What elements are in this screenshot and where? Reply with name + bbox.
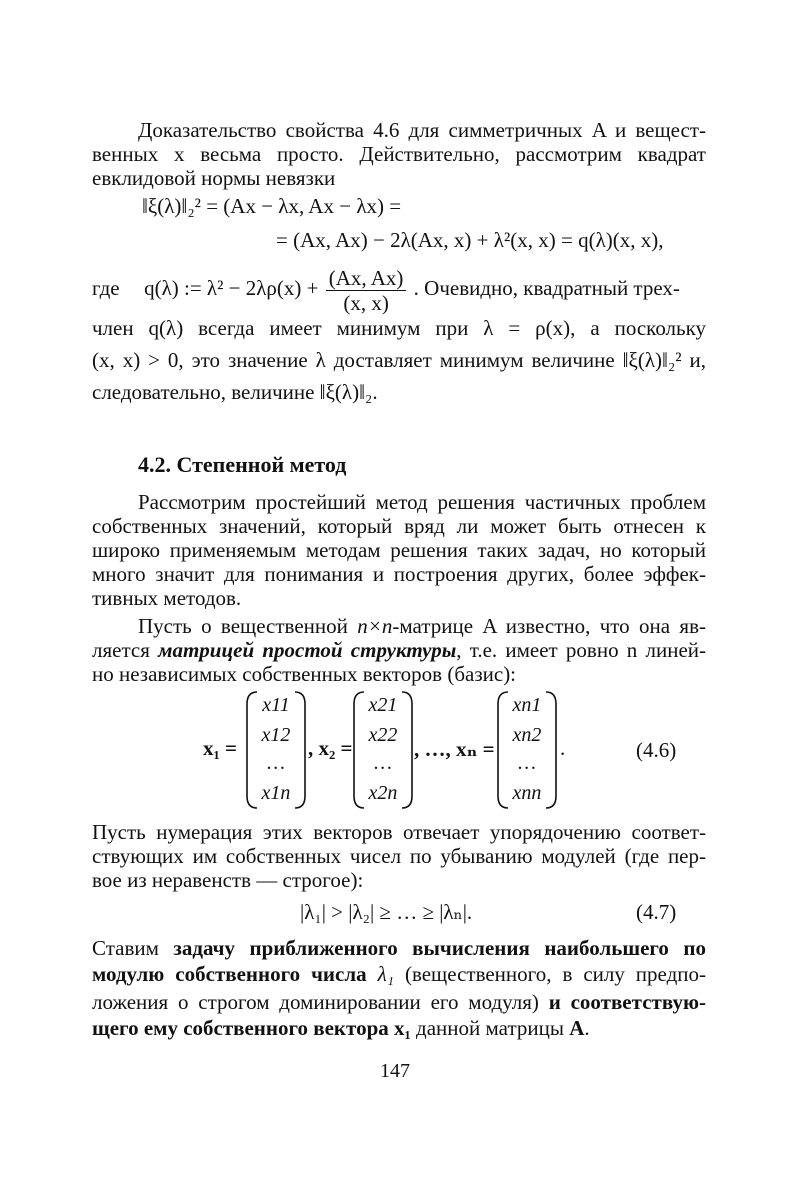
vector-x1-entry-1: x11 xyxy=(262,694,290,716)
vector-x1-entry-4: x1n xyxy=(261,782,291,804)
para1-line3: евклидовой нормы невязки xyxy=(92,166,336,190)
vector-x1-entry-3: … xyxy=(267,752,285,774)
para4-line1-tail: -матрице A известно, что она яв- xyxy=(392,614,706,638)
vector-x2-entry-4: x2n xyxy=(368,782,398,804)
para3-line2: собственных значений, который вряд ли может быть отнесен к xyxy=(92,514,706,538)
vector-x1-entry-2: x12 xyxy=(261,724,291,746)
term-simple-structure: матрицей простой структуры xyxy=(158,638,457,662)
vector-x1-symbol: x₁ xyxy=(394,1016,411,1040)
where-word: где xyxy=(92,276,120,300)
para5-line3: вое из неравенств — строгое): xyxy=(92,868,364,892)
para5-line1: Пусть нумерация этих векторов отвечает упорядочению соответ- xyxy=(92,820,706,844)
para6-line1 xyxy=(92,936,706,960)
para6-line3-bold: и соответствую- xyxy=(548,990,706,1014)
para6-line3-text: ложения о строгом доминировании его модуля) xyxy=(92,990,549,1014)
vector-x2-entry-2: x22 xyxy=(368,724,398,746)
fraction-denominator: (x, x) xyxy=(343,290,389,315)
section-heading: 4.2. Степенной метод xyxy=(138,452,347,477)
vector-x2-entry-3: … xyxy=(374,752,392,774)
q-definition: q(λ) := λ² − 2λρ(x) + xyxy=(144,276,319,300)
vector-xn-label: , …, xₙ = xyxy=(414,737,495,761)
para4-line1-text: Пусть о вещественной xyxy=(138,614,358,638)
para3-line1: Рассмотрим простейший метод решения частичных проблем xyxy=(138,490,706,514)
rayleigh-fraction xyxy=(326,266,407,315)
equation-number-4-6: (4.6) xyxy=(636,738,677,762)
para6-line2-tail: (вещественного, в силу предпо- xyxy=(394,962,707,986)
inequality-4-7: |λ₁| > |λ₂| ≥ … ≥ |λₙ|. xyxy=(300,900,473,924)
para2-line3: (x, x) > 0, это значение λ доставляет минимум величине ‖ξ(λ)‖₂² и, xyxy=(92,348,706,372)
para6-line4-text: данной матрицы xyxy=(410,1016,570,1040)
para6-line4-end: . xyxy=(584,1016,590,1040)
para1-line1: Доказательство свойства 4.6 для симметричных A и вещест- xyxy=(138,118,706,142)
para6-line4-bold: щего ему собственного вектора xyxy=(92,1016,394,1040)
para2-line2: член q(λ) всегда имеет минимум при λ = ρ(x), а поскольку xyxy=(92,316,706,340)
page-number: 147 xyxy=(380,1060,410,1082)
para1-line2: венных x весьма просто. Действительно, рассмотрим квадрат xyxy=(92,142,706,166)
vector-x1-label: x₁ = xyxy=(203,736,238,760)
para4-line1 xyxy=(138,614,706,638)
para2-line4: следовательно, величине ‖ξ(λ)‖₂. xyxy=(92,380,378,404)
vector-equation-end: . xyxy=(560,736,566,760)
vector-xn-entry-2: xn2 xyxy=(512,724,542,746)
para2-after-fraction: . Очевидно, квадратный трех- xyxy=(413,276,680,300)
norm-equation-line2: = (Ax, Ax) − 2λ(Ax, x) + λ²(x, x) = q(λ)(x, x), xyxy=(276,228,664,252)
para3-line5: тивных методов. xyxy=(92,586,242,610)
vector-x2-entry-1: x21 xyxy=(368,694,398,716)
para4-line2-tail: , т.е. имеет ровно n линей- xyxy=(456,638,706,662)
lambda-1: λ₁ xyxy=(377,962,394,986)
para6-line1-text: Ставим xyxy=(92,936,174,960)
para3-line4: много значит для понимания и построения других, более эффек- xyxy=(92,562,706,586)
para5-line2: ствующих им собственных чисел по убыванию модулей (где пер- xyxy=(92,844,706,868)
vector-x2 xyxy=(352,690,414,810)
para4-line3: но независимых собственных векторов (базис): xyxy=(92,662,517,686)
para6-line3 xyxy=(92,990,706,1014)
matrix-a-symbol: A xyxy=(569,1016,585,1040)
vector-xn-entry-1: xn1 xyxy=(512,694,542,716)
matrix-size: n×n xyxy=(357,614,393,638)
para6-line4 xyxy=(92,1016,590,1040)
equation-number-4-7: (4.7) xyxy=(636,900,677,924)
para3-line3: широко применяемым методам решения таких задач, но который xyxy=(92,538,706,562)
vector-xn-entry-4: xnn xyxy=(512,782,542,804)
vector-x2-label: , x₂ = xyxy=(308,736,353,760)
vector-x1 xyxy=(245,690,307,810)
para6-line2 xyxy=(92,962,706,986)
para6-line1-bold: задачу приближенного вычисления наибольшего по xyxy=(173,936,706,960)
para4-line2 xyxy=(92,638,706,662)
norm-equation-line1: ‖ξ(λ)‖₂² = (Ax − λx, Ax − λx) = xyxy=(142,194,402,218)
para4-line2-text: ляется xyxy=(92,638,159,662)
fraction-numerator: (Ax, Ax) xyxy=(326,266,407,291)
para6-line2-bold: модулю собственного числа xyxy=(92,962,378,986)
vector-xn-entry-3: … xyxy=(518,752,536,774)
vector-xn xyxy=(496,690,558,810)
para2-line1 xyxy=(92,258,680,318)
